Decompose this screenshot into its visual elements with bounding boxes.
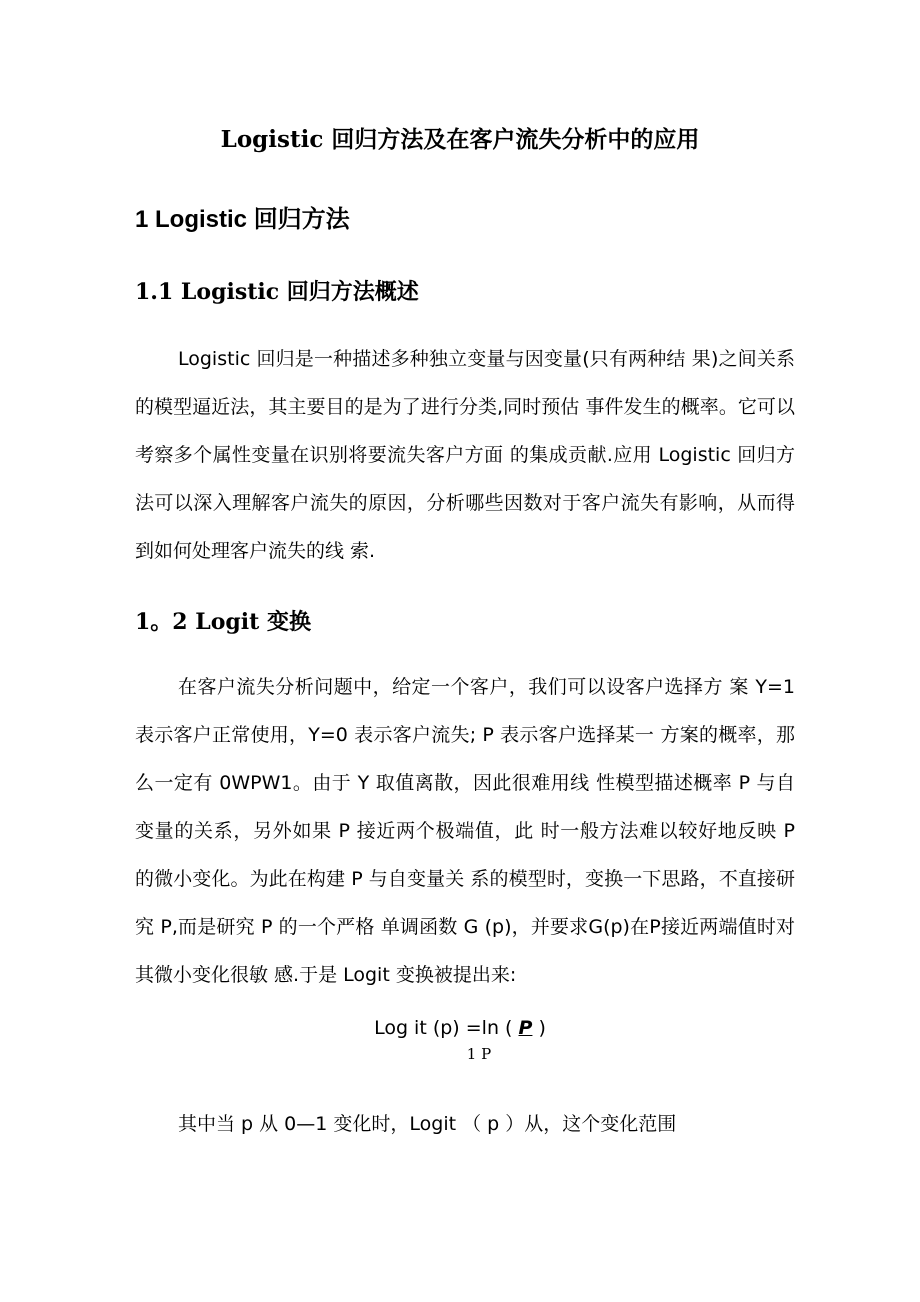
section-1-1-paragraph: Logistic 回归是一种描述多种独立变量与因变量(只有两种结 果)之间关系的模型逼近法，其主要目的是为了进行分类,同时预估 事件发生的概率。它可以考察多个属性变量在识别将要流失客户方面 的集成贡献.应用 Logistic 回归方法可以深入理解客户流失的原因，分析哪些因数对于客户流失有影响，从而得到如何处理客户流失的线 索. (135, 348, 795, 562)
section-1-heading: 1 Logistic 回归方法 (135, 206, 350, 233)
section-1-1-heading: 1.1 Logistic 回归方法概述 (135, 279, 419, 305)
formula-right: ) (538, 1017, 546, 1039)
formula-numerator: P (518, 1017, 533, 1039)
logit-formula (0, 1010, 920, 1046)
section-1-2-paragraph: 在客户流失分析问题中，给定一个客户，我们可以设客户选择方 案 Y=1 表示客户正常使用，Y=0 表示客户流失; P 表示客户选择某一 方案的概率，那么一定有 0WPW1。由于 Y 取值离散，因此很难用线 性模型描述概率 P 与自变量的关系，另外如果 P 接近两个极端值，此 时一般方法难以较好地反映 P 的微小变化。为此在构建 P 与自变量关 系的模型时，变换一下思路，不直接研究 P,而是研究 P 的一个严格 单调函数 G (p)，并要求G(p)在P接近两端值时对其微小变化很敏 感.于是 Logit 变换被提出来: (135, 676, 795, 986)
section-1-2-heading: 1。2 Logit 变换 (135, 609, 311, 635)
closing-paragraph: 其中当 p 从 0—1 变化时，Logit （ p ）从，这个变化范围 (178, 1113, 677, 1135)
formula-denominator: 1 P (466, 1045, 492, 1063)
document-title: Logistic 回归方法及在客户流失分析中的应用 (220, 126, 700, 153)
formula-left: Log it (p) =ln ( (374, 1017, 513, 1039)
